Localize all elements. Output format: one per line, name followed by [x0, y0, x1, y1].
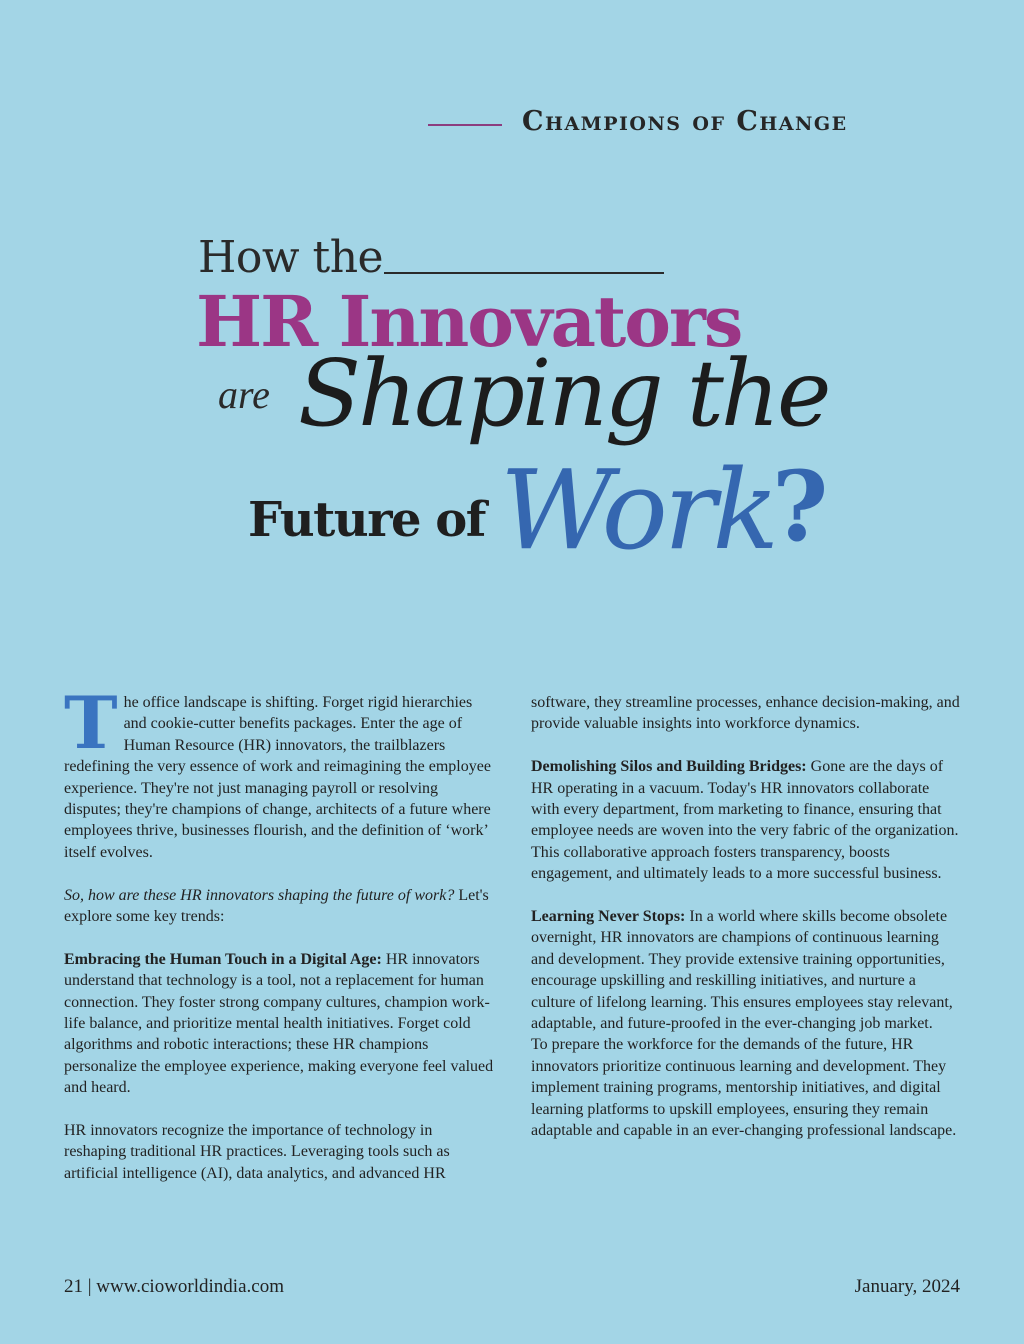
- headline-future-of: Future of: [248, 492, 485, 548]
- learning-text: In a world where skills become obsolete overnight, HR innovators are champions of continuous learning and development. They provide extensive training opportunities, encourage upskilling and reskilling initiatives, and nurture a culture of lifelong learning. This ensures employees stay relevant, adaptable, and future-proofed in the ever-changing job market.: [531, 908, 953, 1033]
- subhead-silos: Demolishing Silos and Building Bridges:: [531, 758, 807, 776]
- footer-page-url: 21 | www.cioworldindia.com: [64, 1276, 284, 1297]
- headline: [0, 0, 1024, 660]
- article-column-left: [64, 680, 494, 1184]
- section-title: Champions of Change: [522, 106, 848, 137]
- article-paragraph-technology-start: HR innovators recognize the importance of technology in reshaping traditional HR practices. Leveraging tools such as artificial intelligence (AI), data analytics, and advanced HR: [64, 1122, 450, 1182]
- article-paragraph-technology-end: software, they streamline processes, enhance decision-making, and provide valuable insights into workforce dynamics.: [531, 694, 960, 733]
- headline-shaping-the: Shaping the: [298, 340, 829, 447]
- footer-date: January, 2024: [854, 1276, 960, 1297]
- subhead-human-touch: Embracing the Human Touch in a Digital Age:: [64, 950, 382, 968]
- question-followup: Let's explore some key trends:: [64, 886, 489, 926]
- drop-cap: T: [64, 680, 118, 765]
- article-paragraph-prepare: To prepare the workforce for the demands of the future, HR innovators prioritize continuous learning and development. They implement training programs, mentorship initiatives, and digital learning platforms to upskill employees, ensuring they remain adaptable and capable in an ever-changing professional landscape.: [531, 1036, 957, 1140]
- article-column-right: [531, 692, 961, 1142]
- subhead-learning: Learning Never Stops:: [531, 908, 686, 926]
- question-text: So, how are these HR innovators shaping the future of work?: [64, 886, 455, 904]
- article-paragraph-intro: [64, 680, 494, 863]
- human-touch-text: HR innovators understand that technology is a tool, not a replacement for human connection. They foster strong company cultures, champion work-life balance, and prioritize mental health initiatives. Forget cold algorithms and robotic interactions; these HR champions personalize the employee experience, making everyone feel valued and heard.: [64, 950, 494, 1097]
- article-paragraph-question: [64, 885, 494, 928]
- intro-text: he office landscape is shifting. Forget rigid hierarchies and cookie-cutter benefits packages. Enter the age of Human Resource (HR) innovators, the trailblazers redefining the very essence of work and reimagining the employee experience. They're not just managing payroll or resolving disputes; they're champions of change, architects of a future where employees thrive, businesses flourish, and the definition of ‘work’ itself evolves.: [64, 694, 491, 861]
- headline-line1: How the: [198, 232, 384, 283]
- article-paragraph-silos: [531, 756, 961, 884]
- headline-hr-innovators: HR Innovators: [196, 280, 742, 363]
- headline-rule: [384, 272, 664, 274]
- article-paragraph-learning: [531, 906, 961, 1034]
- headline-question-mark: ?: [772, 450, 829, 563]
- silos-text: Gone are the days of HR operating in a vacuum. Today's HR innovators collaborate with every department, from marketing to finance, ensuring that employee needs are woven into the very fabric of the organization. This collaborative approach fosters transparency, boosts engagement, and ultimately leads to a more successful business.: [531, 758, 959, 883]
- headline-are: are: [218, 372, 270, 417]
- article-paragraph-human-touch: [64, 949, 494, 1099]
- headline-work: Work: [500, 446, 776, 574]
